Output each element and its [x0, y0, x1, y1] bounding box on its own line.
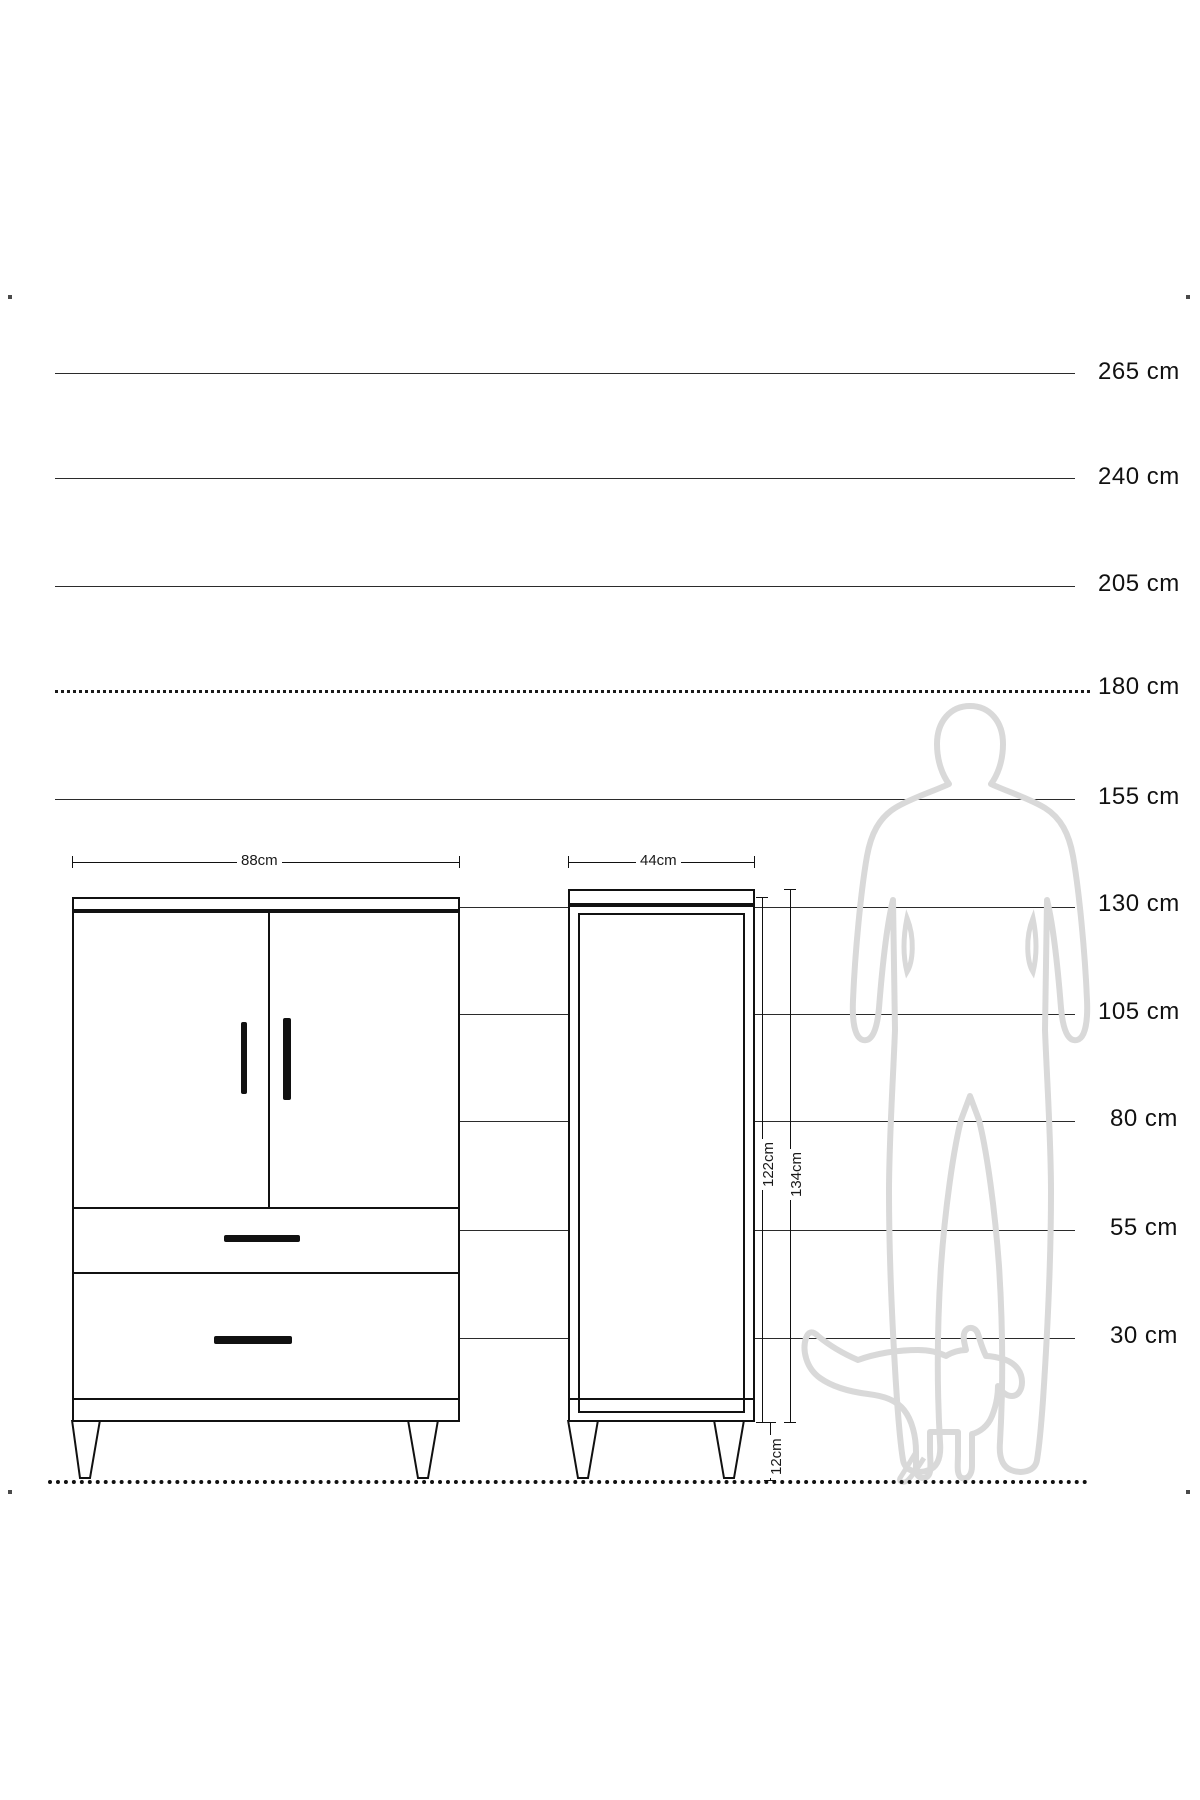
corner-mark-bottom-right: [1186, 1490, 1190, 1494]
dimension-cap-right-88: [459, 856, 460, 868]
dimension-cap-left-88: [72, 856, 73, 868]
guide-label-205: 205 cm: [1098, 570, 1180, 597]
guide-line-180: [55, 690, 1090, 693]
tall-cabinet-bottom-rail: [570, 1398, 753, 1400]
dimension-cap-right-44: [754, 856, 755, 868]
cabinet-divider-doors-drawers: [74, 1207, 458, 1209]
guide-line-265: [55, 373, 1075, 374]
corner-mark-bottom-left: [8, 1490, 12, 1494]
dimension-cap-bottom-134: [784, 1422, 796, 1423]
guide-label-265: 265 cm: [1098, 358, 1180, 385]
guide-label-130: 130 cm: [1098, 890, 1180, 917]
tall-cabinet-leg-left: [566, 1420, 608, 1480]
floor-line: [48, 1480, 1088, 1484]
dimension-text-88cm: 88cm: [237, 852, 282, 869]
guide-label-55: 55 cm: [1110, 1214, 1178, 1241]
tall-cabinet-leg-right: [700, 1420, 746, 1480]
guide-label-240: 240 cm: [1098, 463, 1180, 490]
guide-label-80: 80 cm: [1110, 1105, 1178, 1132]
dimension-text-12cm: 12cm: [768, 1435, 785, 1478]
tall-cabinet-top-panel: [568, 889, 755, 905]
guide-label-180: 180 cm: [1098, 673, 1180, 700]
dimension-text-122cm: 122cm: [760, 1139, 777, 1190]
cabinet-bottom-rail: [74, 1398, 458, 1400]
tall-cabinet-door[interactable]: [578, 913, 745, 1413]
guide-label-105: 105 cm: [1098, 998, 1180, 1025]
guide-line-205: [55, 586, 1075, 587]
cabinet-divider-drawers: [74, 1272, 458, 1274]
dimension-cap-top-134: [784, 889, 796, 890]
corner-mark-top-right: [1186, 295, 1190, 299]
guide-label-30: 30 cm: [1110, 1322, 1178, 1349]
guide-line-240: [55, 478, 1075, 479]
cabinet-leg-right: [396, 1420, 440, 1480]
dimension-text-44cm: 44cm: [636, 852, 681, 869]
dimension-text-134cm: 134cm: [788, 1149, 805, 1200]
dimension-cap-top-12: [764, 1422, 776, 1423]
dimension-cap-left-44: [568, 856, 569, 868]
cabinet-leg-left: [70, 1420, 110, 1480]
dimension-cap-top-122: [756, 897, 768, 898]
cabinet-body: [72, 911, 460, 1422]
guide-label-155: 155 cm: [1098, 783, 1180, 810]
cat-silhouette: [800, 1320, 1040, 1485]
cabinet-top-panel: [72, 897, 460, 911]
cabinet-right-door-handle[interactable]: [283, 1018, 291, 1100]
cabinet-upper-drawer-handle[interactable]: [224, 1235, 300, 1242]
corner-mark-top-left: [8, 295, 12, 299]
cabinet-door-divider: [268, 913, 270, 1208]
cabinet-left-door-handle[interactable]: [241, 1022, 247, 1094]
cabinet-lower-drawer-handle[interactable]: [214, 1336, 292, 1344]
